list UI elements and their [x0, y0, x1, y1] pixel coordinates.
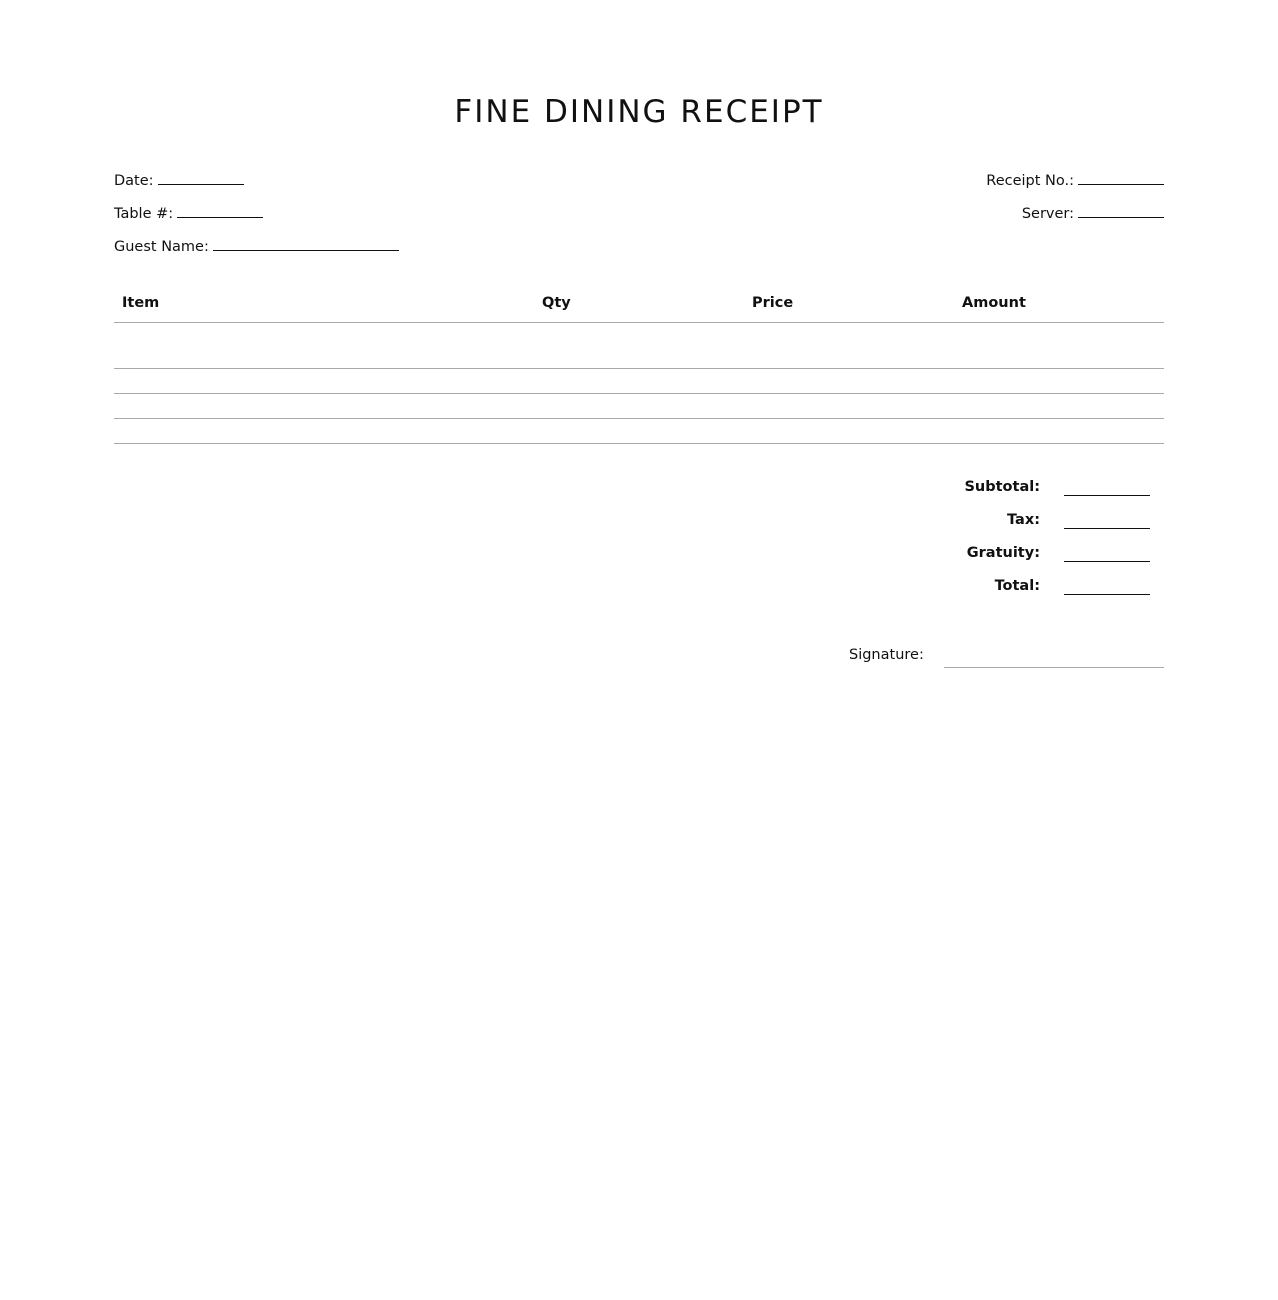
tax-blank[interactable] — [1064, 528, 1150, 529]
receipt-no-blank[interactable] — [1078, 169, 1164, 185]
receipt-no-label: Receipt No.: — [986, 173, 1074, 189]
gratuity-label: Gratuity: — [966, 545, 1040, 561]
table-cell[interactable] — [114, 394, 1164, 419]
items-table — [114, 288, 1164, 444]
server-field — [1022, 202, 1164, 222]
tax-row — [900, 512, 1164, 532]
gratuity-row — [900, 545, 1164, 565]
table-row — [114, 369, 1164, 394]
total-blank[interactable] — [1064, 594, 1150, 595]
date-field — [114, 169, 244, 189]
subtotal-row — [900, 479, 1164, 499]
signature-label: Signature: — [849, 647, 924, 663]
server-blank[interactable] — [1078, 202, 1164, 218]
total-row — [900, 578, 1164, 598]
table-label: Table #: — [114, 206, 174, 222]
subtotal-label: Subtotal: — [964, 479, 1040, 495]
table-field — [114, 202, 263, 222]
gratuity-blank[interactable] — [1064, 561, 1150, 562]
receipt-no-field — [986, 169, 1164, 189]
table-header-row — [114, 288, 1164, 323]
total-label: Total: — [994, 578, 1040, 594]
tax-label: Tax: — [1007, 512, 1040, 528]
table-row — [114, 323, 1164, 369]
table-row — [114, 394, 1164, 419]
guest-name-label: Guest Name: — [114, 239, 209, 255]
signature-line[interactable] — [944, 667, 1164, 668]
subtotal-blank[interactable] — [1064, 495, 1150, 496]
guest-name-blank[interactable] — [213, 235, 399, 251]
table-row — [114, 419, 1164, 444]
table-blank[interactable] — [177, 202, 263, 218]
date-blank[interactable] — [158, 169, 244, 185]
receipt-title: FINE DINING RECEIPT — [454, 94, 824, 130]
table-cell[interactable] — [114, 369, 1164, 394]
header-qty: Qty — [534, 288, 744, 323]
server-label: Server: — [1021, 206, 1074, 222]
guest-name-field — [114, 235, 399, 255]
table-cell[interactable] — [114, 419, 1164, 444]
header-price: Price — [744, 288, 954, 323]
date-label: Date: — [114, 173, 154, 189]
header-item: Item — [114, 288, 534, 323]
header-amount: Amount — [954, 288, 1164, 323]
table-cell[interactable] — [114, 323, 1164, 369]
